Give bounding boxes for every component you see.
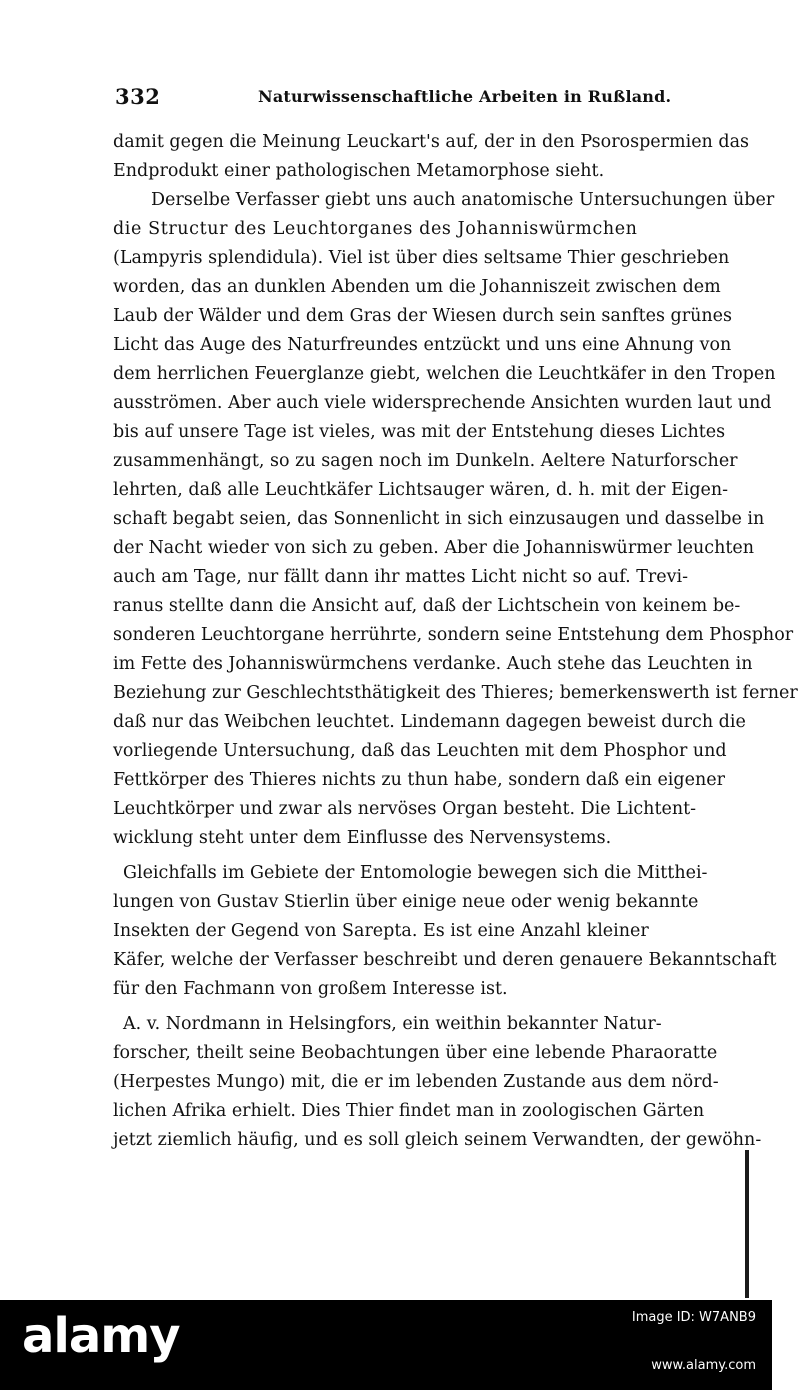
text-line: forscher, theilt seine Beobachtungen über eine lebende Pharaoratte bbox=[113, 1043, 718, 1063]
page-edge-shadow bbox=[745, 1150, 749, 1298]
text-line: sonderen Leuchtorgane herrührte, sondern seine Entstehung dem Phosphor bbox=[113, 625, 794, 645]
text-line: im Fette des Johanniswürmchens verdanke. Auch stehe das Leuchten in bbox=[113, 654, 753, 674]
image-id: Image ID: W7ANB9 bbox=[631, 1310, 756, 1325]
text-line: für den Fachmann von großem Interesse ist. bbox=[113, 979, 508, 999]
text-line: vorliegende Untersuchung, daß das Leuchten mit dem Phosphor und bbox=[113, 741, 727, 761]
text-line: bis auf unsere Tage ist vieles, was mit der Entstehung dieses Lichtes bbox=[113, 422, 726, 442]
text-line: dem herrlichen Feuerglanze giebt, welchen die Leuchtkäfer in den Tropen bbox=[113, 364, 776, 384]
alamy-logo: alamy bbox=[22, 1308, 180, 1364]
text-line: Gleichfalls im Gebiete der Entomologie bewegen sich die Mitthei- bbox=[123, 863, 708, 883]
text-line: der Nacht wieder von sich zu geben. Aber die Johanniswürmer leuchten bbox=[113, 538, 755, 558]
text-line: Leuchtkörper und zwar als nervöses Organ besteht. Die Lichtent- bbox=[113, 799, 697, 819]
text-line: auch am Tage, nur fällt dann ihr mattes Licht nicht so auf. Trevi- bbox=[113, 567, 689, 587]
text-line: lichen Afrika erhielt. Dies Thier findet man in zoologischen Gärten bbox=[113, 1101, 705, 1121]
text-line: Endprodukt einer pathologischen Metamorphose sieht. bbox=[113, 161, 605, 181]
text-line: worden, das an dunklen Abenden um die Johanniszeit zwischen dem bbox=[113, 277, 721, 297]
text-line: Insekten der Gegend von Sarepta. Es ist eine Anzahl kleiner bbox=[113, 921, 649, 941]
text-line: ausströmen. Aber auch viele widersprechende Ansichten wurden laut und bbox=[113, 393, 772, 413]
text-line: damit gegen die Meinung Leuckart's auf, der in den Psorospermien das bbox=[113, 132, 749, 152]
body-text bbox=[113, 128, 798, 1155]
page-header bbox=[115, 84, 715, 112]
text-line: daß nur das Weibchen leuchtet. Lindemann dagegen beweist durch die bbox=[113, 712, 746, 732]
text-line: ranus stellte dann die Ansicht auf, daß der Lichtschein von keinem be- bbox=[113, 596, 741, 616]
text-line: (Herpestes Mungo) mit, die er im lebenden Zustande aus dem nörd- bbox=[113, 1072, 719, 1092]
text-line: Käfer, welche der Verfasser beschreibt und deren genauere Bekanntschaft bbox=[113, 950, 777, 970]
text-line: Beziehung zur Geschlechtsthätigkeit des Thieres; bemerkenswerth ist ferner bbox=[113, 683, 798, 703]
running-head: Naturwissenschaftliche Arbeiten in Rußland. bbox=[258, 87, 672, 106]
footer-url: www.alamy.com bbox=[651, 1358, 756, 1373]
text-line: Laub der Wälder und dem Gras der Wiesen durch sein sanftes grünes bbox=[113, 306, 732, 326]
page-number: 332 bbox=[115, 84, 161, 109]
watermark-footer bbox=[0, 1300, 772, 1390]
text-line: Derselbe Verfasser giebt uns auch anatomische Untersuchungen über bbox=[151, 190, 775, 210]
text-line: schaft begabt seien, das Sonnenlicht in sich einzusaugen und dasselbe in bbox=[113, 509, 765, 529]
text-line: (Lampyris splendidula). Viel ist über dies seltsame Thier geschrieben bbox=[113, 248, 730, 268]
text-line: jetzt ziemlich häufig, und es soll gleich seinem Verwandten, der gewöhn- bbox=[113, 1130, 762, 1150]
text-line: A. v. Nordmann in Helsingfors, ein weithin bekannter Natur- bbox=[123, 1014, 662, 1034]
text-line: wicklung steht unter dem Einflusse des Nervensystems. bbox=[113, 828, 612, 848]
text-line: lungen von Gustav Stierlin über einige neue oder wenig bekannte bbox=[113, 892, 699, 912]
text-line: lehrten, daß alle Leuchtkäfer Lichtsauger wären, d. h. mit der Eigen- bbox=[113, 480, 729, 500]
text-line: zusammenhängt, so zu sagen noch im Dunkeln. Aeltere Naturforscher bbox=[113, 451, 738, 471]
text-line: Licht das Auge des Naturfreundes entzückt und uns eine Ahnung von bbox=[113, 335, 732, 355]
text-line: die Structur des Leuchtorganes des Johanniswürmchen bbox=[113, 219, 638, 239]
text-line: Fettkörper des Thieres nichts zu thun habe, sondern daß ein eigener bbox=[113, 770, 725, 790]
